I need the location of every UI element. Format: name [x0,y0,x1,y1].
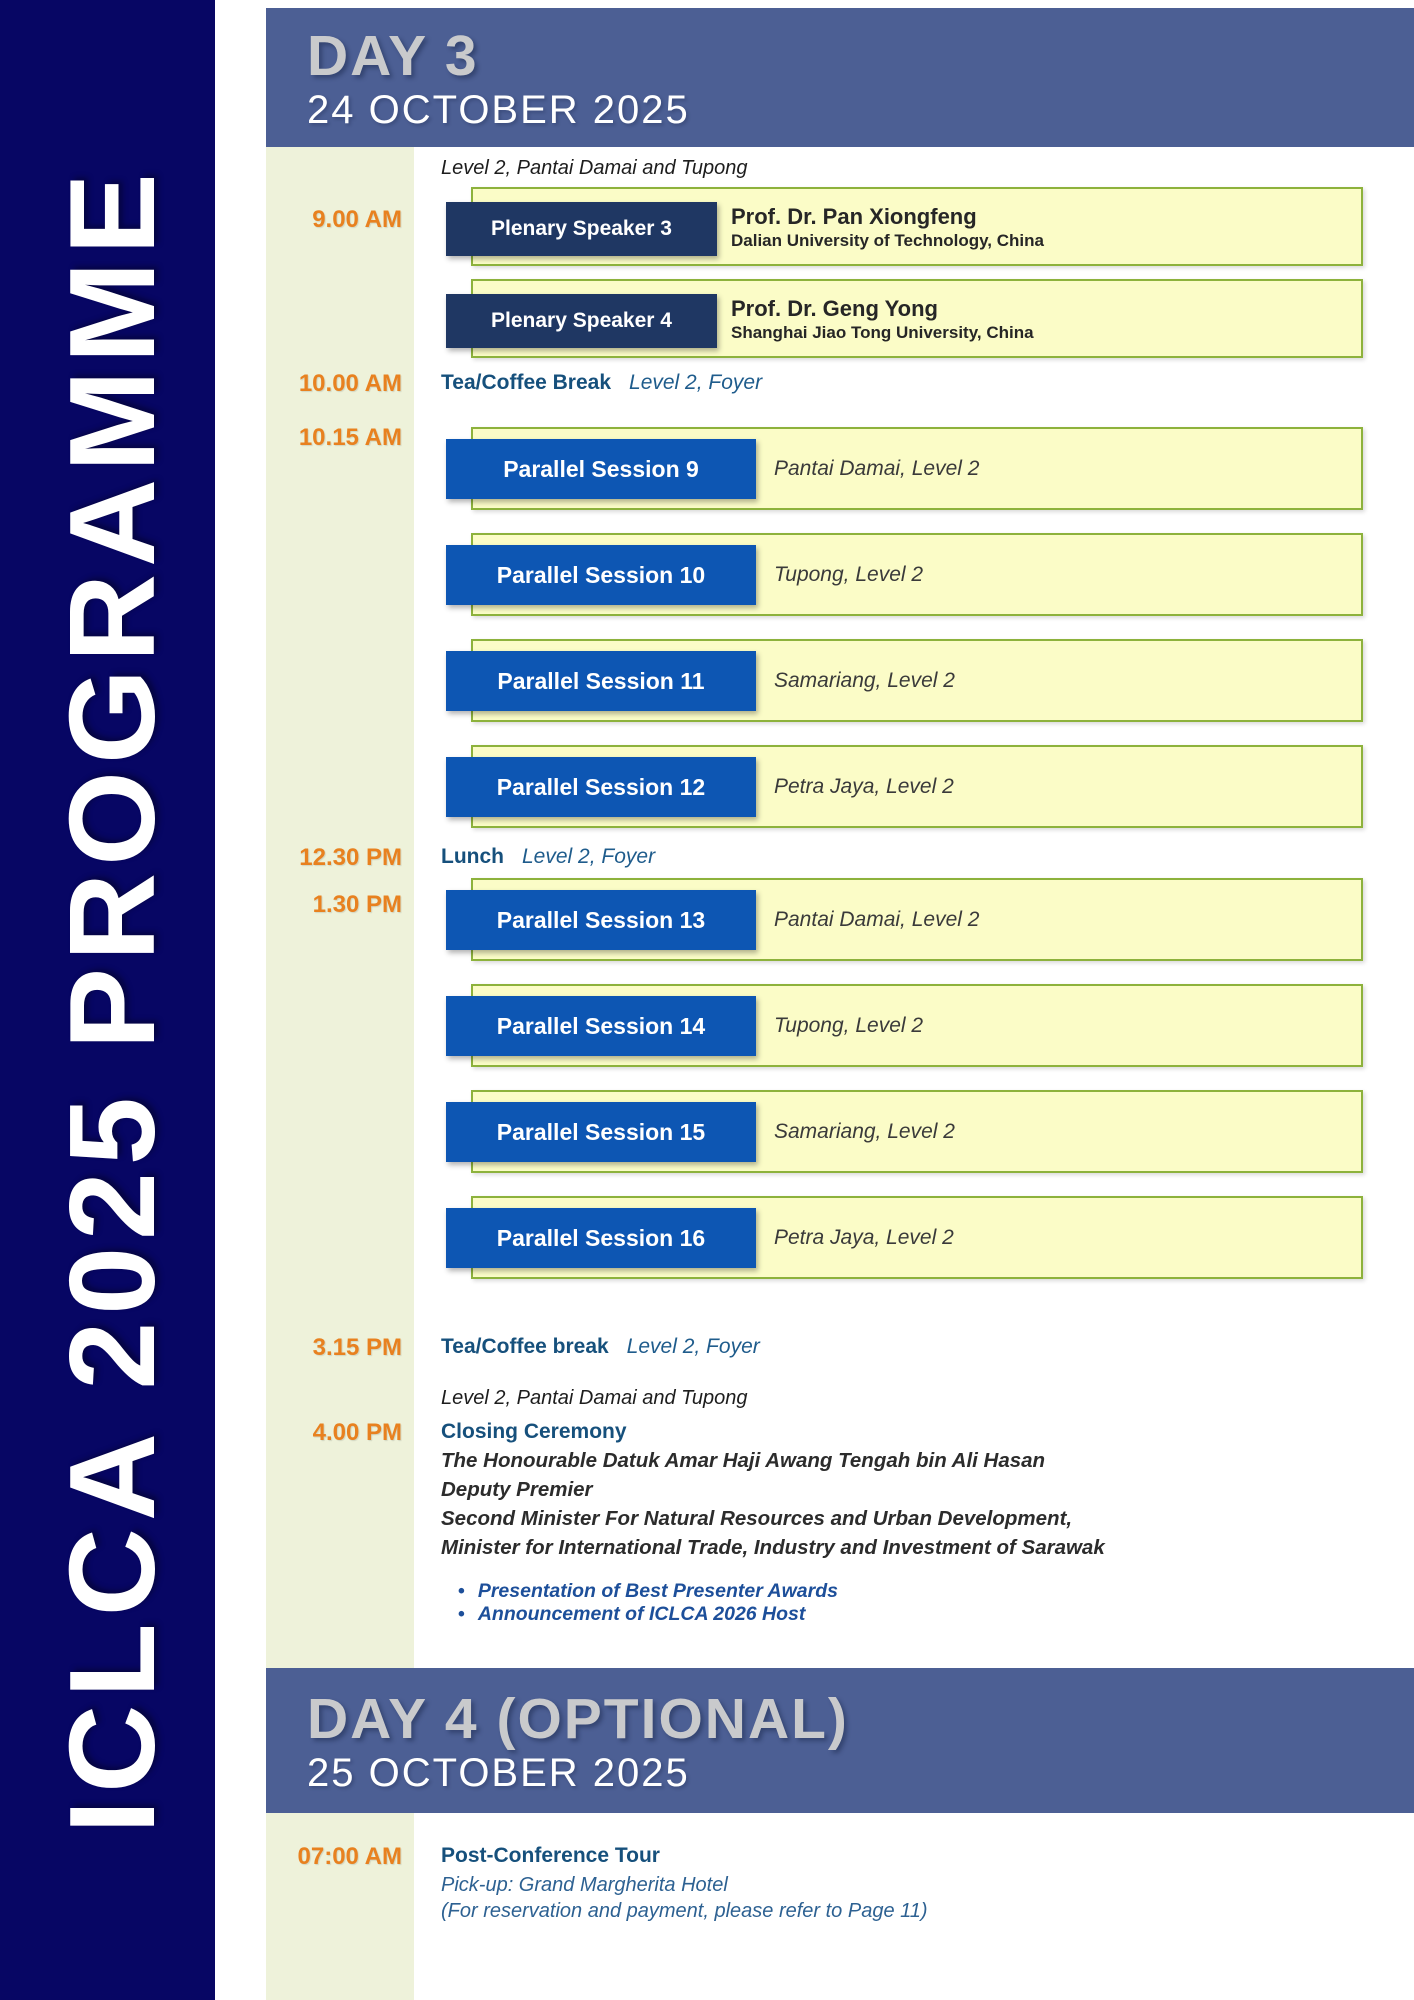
tour-title: Post-Conference Tour [441,1844,660,1867]
session-10-location: Tupong, Level 2 [774,562,924,586]
closing-guest-title-3: Minister for International Trade, Industry and Investment of Sarawak [441,1536,1105,1559]
closing-guest-title-1: Deputy Premier [441,1478,593,1501]
tour-reservation-note: (For reservation and payment, please refer to Page 11) [441,1900,928,1922]
plenary-4-speaker-name: Prof. Dr. Geng Yong [731,295,938,321]
session-11-location: Samariang, Level 2 [774,668,955,692]
plenary-3-label: Plenary Speaker 3 [446,202,717,256]
plenary-3-speaker-affiliation: Dalian University of Technology, China [731,230,1044,250]
time-label-7am: 07:00 AM [297,1843,402,1870]
session-13-button: Parallel Session 13 [446,890,756,950]
closing-bullet-awards: • Presentation of Best Presenter Awards [458,1580,838,1603]
closing-bullet-announcement: • Announcement of ICLCA 2026 Host [458,1603,838,1626]
time-label-1230pm: 12.30 PM [299,844,402,871]
lunch-label: Lunch [441,845,504,868]
closing-ceremony-title: Closing Ceremony [441,1420,627,1443]
time-label-9am: 9.00 AM [312,206,402,233]
session-14-button: Parallel Session 14 [446,996,756,1056]
tea-break-am-row [441,368,762,398]
day3-date: 24 OCTOBER 2025 [307,88,690,132]
session-13-location: Pantai Damai, Level 2 [774,907,980,931]
tea-break-pm-row [441,1332,760,1362]
session-16-location: Petra Jaya, Level 2 [774,1225,954,1249]
closing-venue-note: Level 2, Pantai Damai and Tupong [441,1387,748,1409]
tea-break-am-label: Tea/Coffee Break [441,371,612,394]
tea-break-pm-label: Tea/Coffee break [441,1335,609,1358]
plenary-3-speaker-name: Prof. Dr. Pan Xiongfeng [731,203,977,229]
session-9-button: Parallel Session 9 [446,439,756,499]
day4-date: 25 OCTOBER 2025 [307,1751,690,1795]
lunch-row [441,842,655,872]
day3-title: DAY 3 [307,24,479,88]
plenary-3-speaker-block [731,187,1044,266]
day4-header-band [266,1668,1414,1813]
session-10-button: Parallel Session 10 [446,545,756,605]
time-label-130pm: 1.30 PM [312,891,402,918]
tea-break-pm-location: Level 2, Foyer [626,1335,760,1358]
tour-pickup-line: Pick-up: Grand Margherita Hotel [441,1874,728,1896]
plenary-4-speaker-affiliation: Shanghai Jiao Tong University, China [731,322,1034,342]
tea-break-am-location: Level 2, Foyer [629,371,763,394]
session-12-location: Petra Jaya, Level 2 [774,774,954,798]
session-14-location: Tupong, Level 2 [774,1013,924,1037]
session-15-location: Samariang, Level 2 [774,1119,955,1143]
session-9-location: Pantai Damai, Level 2 [774,456,980,480]
sidebar-vertical-title: ICLCA 2025 PROGRAMME [44,166,180,1834]
closing-bullet-list [458,1580,838,1626]
day4-time-column [266,1813,414,2000]
closing-guest-title-2: Second Minister For Natural Resources and Urban Development, [441,1507,1073,1530]
session-16-button: Parallel Session 16 [446,1208,756,1268]
plenary-4-speaker-block [731,279,1034,358]
time-label-315pm: 3.15 PM [312,1334,402,1361]
closing-guest-name: The Honourable Datuk Amar Haji Awang Tengah bin Ali Hasan [441,1449,1046,1472]
session-12-button: Parallel Session 12 [446,757,756,817]
closing-ceremony-details [441,1446,1105,1562]
session-11-button: Parallel Session 11 [446,651,756,711]
time-label-10am: 10.00 AM [298,370,402,397]
time-label-1015am: 10.15 AM [298,424,402,451]
lunch-location: Level 2, Foyer [522,845,656,868]
day3-header-band [266,8,1414,147]
sidebar [0,0,215,2000]
day3-venue-note: Level 2, Pantai Damai and Tupong [441,157,748,179]
day4-title: DAY 4 (OPTIONAL) [307,1687,849,1751]
plenary-4-label: Plenary Speaker 4 [446,294,717,348]
session-15-button: Parallel Session 15 [446,1102,756,1162]
time-label-4pm: 4.00 PM [312,1419,402,1446]
